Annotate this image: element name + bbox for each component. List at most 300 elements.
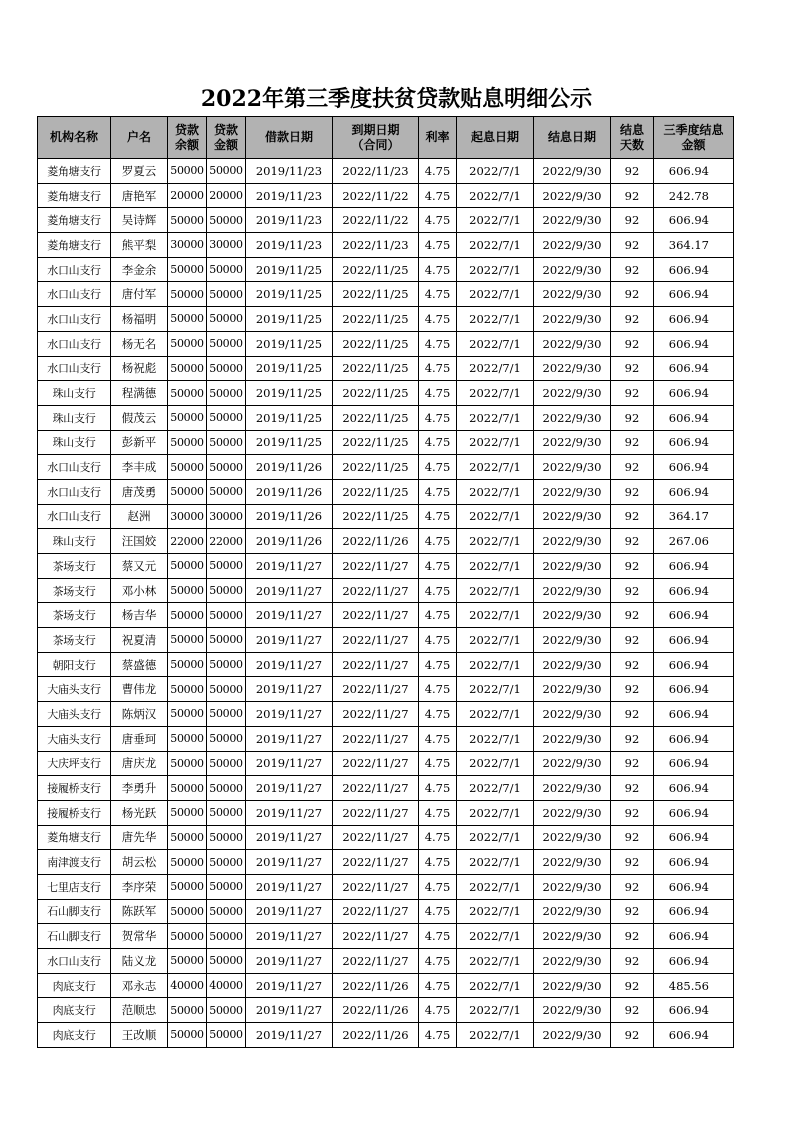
rate-cell: 4.75: [419, 652, 457, 677]
interest-cell: 606.94: [654, 677, 734, 702]
due-date-cell: 2022/11/27: [333, 899, 419, 924]
loan-amount-cell: 50000: [207, 776, 246, 801]
table-row: [38, 282, 734, 307]
rate-cell: 4.75: [419, 800, 457, 825]
start-date-cell: 2022/7/1: [457, 1023, 534, 1048]
days-cell: 92: [611, 233, 654, 258]
loan-balance-cell: 50000: [168, 874, 207, 899]
loan-amount-cell: 50000: [207, 430, 246, 455]
account-name-cell: 唐垂珂: [111, 726, 168, 751]
account-name-cell: 彭新平: [111, 430, 168, 455]
branch-cell: 水口山支行: [38, 307, 111, 332]
branch-cell: 朝阳支行: [38, 652, 111, 677]
due-date-cell: 2022/11/25: [333, 356, 419, 381]
rate-cell: 4.75: [419, 183, 457, 208]
table-body: [38, 159, 734, 1048]
account-name-cell: 杨祝彪: [111, 356, 168, 381]
header-amount: 贷款 金额: [207, 117, 246, 159]
loan-balance-cell: 22000: [168, 529, 207, 554]
loan-date-cell: 2019/11/26: [246, 455, 333, 480]
settle-date-cell: 2022/9/30: [534, 603, 611, 628]
account-name-cell: 祝夏清: [111, 628, 168, 653]
loan-date-cell: 2019/11/27: [246, 702, 333, 727]
interest-cell: 606.94: [654, 998, 734, 1023]
settle-date-cell: 2022/9/30: [534, 282, 611, 307]
due-date-cell: 2022/11/22: [333, 183, 419, 208]
days-cell: 92: [611, 159, 654, 184]
rate-cell: 4.75: [419, 603, 457, 628]
loan-amount-cell: 50000: [207, 603, 246, 628]
days-cell: 92: [611, 578, 654, 603]
account-name-cell: 杨吉华: [111, 603, 168, 628]
account-name-cell: 邓永志: [111, 973, 168, 998]
branch-cell: 珠山支行: [38, 529, 111, 554]
due-date-cell: 2022/11/27: [333, 554, 419, 579]
loan-date-cell: 2019/11/27: [246, 949, 333, 974]
table-row: [38, 1023, 734, 1048]
start-date-cell: 2022/7/1: [457, 504, 534, 529]
account-name-cell: 假茂云: [111, 405, 168, 430]
branch-cell: 水口山支行: [38, 331, 111, 356]
loan-balance-cell: 30000: [168, 504, 207, 529]
start-date-cell: 2022/7/1: [457, 307, 534, 332]
settle-date-cell: 2022/9/30: [534, 405, 611, 430]
interest-cell: 606.94: [654, 800, 734, 825]
loan-date-cell: 2019/11/27: [246, 924, 333, 949]
interest-cell: 606.94: [654, 430, 734, 455]
start-date-cell: 2022/7/1: [457, 405, 534, 430]
days-cell: 92: [611, 776, 654, 801]
settle-date-cell: 2022/9/30: [534, 726, 611, 751]
loan-date-cell: 2019/11/25: [246, 381, 333, 406]
loan-amount-cell: 20000: [207, 183, 246, 208]
due-date-cell: 2022/11/27: [333, 776, 419, 801]
loan-date-cell: 2019/11/26: [246, 504, 333, 529]
header-branch: 机构名称: [38, 117, 111, 159]
days-cell: 92: [611, 825, 654, 850]
rate-cell: 4.75: [419, 455, 457, 480]
start-date-cell: 2022/7/1: [457, 282, 534, 307]
loan-amount-cell: 50000: [207, 998, 246, 1023]
table-row: [38, 430, 734, 455]
settle-date-cell: 2022/9/30: [534, 183, 611, 208]
days-cell: 92: [611, 430, 654, 455]
loan-amount-cell: 50000: [207, 751, 246, 776]
account-name-cell: 范顺忠: [111, 998, 168, 1023]
start-date-cell: 2022/7/1: [457, 850, 534, 875]
days-cell: 92: [611, 998, 654, 1023]
account-name-cell: 李金余: [111, 257, 168, 282]
loan-balance-cell: 40000: [168, 973, 207, 998]
table-row: [38, 998, 734, 1023]
loan-balance-cell: 50000: [168, 257, 207, 282]
loan-balance-cell: 50000: [168, 776, 207, 801]
loan-date-cell: 2019/11/23: [246, 183, 333, 208]
loan-amount-cell: 50000: [207, 208, 246, 233]
table-row: [38, 578, 734, 603]
days-cell: 92: [611, 702, 654, 727]
table-row: [38, 726, 734, 751]
start-date-cell: 2022/7/1: [457, 677, 534, 702]
branch-cell: 水口山支行: [38, 949, 111, 974]
interest-cell: 606.94: [654, 479, 734, 504]
table-row: [38, 825, 734, 850]
loan-amount-cell: 50000: [207, 479, 246, 504]
due-date-cell: 2022/11/25: [333, 381, 419, 406]
account-name-cell: 唐先华: [111, 825, 168, 850]
account-name-cell: 李序荣: [111, 874, 168, 899]
due-date-cell: 2022/11/27: [333, 825, 419, 850]
loan-date-cell: 2019/11/23: [246, 233, 333, 258]
settle-date-cell: 2022/9/30: [534, 307, 611, 332]
account-name-cell: 唐茂勇: [111, 479, 168, 504]
start-date-cell: 2022/7/1: [457, 899, 534, 924]
interest-cell: 606.94: [654, 628, 734, 653]
start-date-cell: 2022/7/1: [457, 825, 534, 850]
settle-date-cell: 2022/9/30: [534, 628, 611, 653]
table-row: [38, 924, 734, 949]
interest-cell: 364.17: [654, 504, 734, 529]
days-cell: 92: [611, 554, 654, 579]
branch-cell: 茶场支行: [38, 603, 111, 628]
header-interest: 三季度结息 金额: [654, 117, 734, 159]
start-date-cell: 2022/7/1: [457, 998, 534, 1023]
rate-cell: 4.75: [419, 356, 457, 381]
loan-balance-cell: 50000: [168, 899, 207, 924]
branch-cell: 七里店支行: [38, 874, 111, 899]
rate-cell: 4.75: [419, 554, 457, 579]
settle-date-cell: 2022/9/30: [534, 159, 611, 184]
due-date-cell: 2022/11/26: [333, 1023, 419, 1048]
account-name-cell: 杨光跃: [111, 800, 168, 825]
start-date-cell: 2022/7/1: [457, 652, 534, 677]
loan-amount-cell: 50000: [207, 331, 246, 356]
table-row: [38, 208, 734, 233]
loan-date-cell: 2019/11/27: [246, 554, 333, 579]
loan-amount-cell: 50000: [207, 652, 246, 677]
branch-cell: 珠山支行: [38, 381, 111, 406]
table-row: [38, 479, 734, 504]
rate-cell: 4.75: [419, 529, 457, 554]
branch-cell: 大庙头支行: [38, 726, 111, 751]
loan-balance-cell: 50000: [168, 1023, 207, 1048]
branch-cell: 菱角塘支行: [38, 159, 111, 184]
interest-cell: 606.94: [654, 159, 734, 184]
table-row: [38, 628, 734, 653]
start-date-cell: 2022/7/1: [457, 776, 534, 801]
loan-date-cell: 2019/11/27: [246, 1023, 333, 1048]
start-date-cell: 2022/7/1: [457, 381, 534, 406]
days-cell: 92: [611, 504, 654, 529]
due-date-cell: 2022/11/27: [333, 800, 419, 825]
interest-cell: 606.94: [654, 307, 734, 332]
days-cell: 92: [611, 455, 654, 480]
due-date-cell: 2022/11/27: [333, 702, 419, 727]
table-row: [38, 751, 734, 776]
account-name-cell: 曹伟龙: [111, 677, 168, 702]
table-row: [38, 159, 734, 184]
loan-date-cell: 2019/11/25: [246, 356, 333, 381]
loan-date-cell: 2019/11/26: [246, 479, 333, 504]
loan-amount-cell: 50000: [207, 578, 246, 603]
branch-cell: 大庙头支行: [38, 677, 111, 702]
due-date-cell: 2022/11/27: [333, 949, 419, 974]
loan-date-cell: 2019/11/27: [246, 800, 333, 825]
loan-amount-cell: 50000: [207, 628, 246, 653]
loan-date-cell: 2019/11/27: [246, 677, 333, 702]
rate-cell: 4.75: [419, 874, 457, 899]
days-cell: 92: [611, 183, 654, 208]
interest-cell: 606.94: [654, 578, 734, 603]
loan-date-cell: 2019/11/27: [246, 874, 333, 899]
account-name-cell: 赵洲: [111, 504, 168, 529]
loan-date-cell: 2019/11/27: [246, 652, 333, 677]
due-date-cell: 2022/11/26: [333, 998, 419, 1023]
rate-cell: 4.75: [419, 850, 457, 875]
days-cell: 92: [611, 899, 654, 924]
branch-cell: 菱角塘支行: [38, 183, 111, 208]
settle-date-cell: 2022/9/30: [534, 233, 611, 258]
settle-date-cell: 2022/9/30: [534, 924, 611, 949]
loan-date-cell: 2019/11/25: [246, 405, 333, 430]
account-name-cell: 罗夏云: [111, 159, 168, 184]
table-row: [38, 677, 734, 702]
settle-date-cell: 2022/9/30: [534, 479, 611, 504]
account-name-cell: 杨福明: [111, 307, 168, 332]
due-date-cell: 2022/11/27: [333, 874, 419, 899]
table-row: [38, 702, 734, 727]
settle-date-cell: 2022/9/30: [534, 998, 611, 1023]
loan-date-cell: 2019/11/25: [246, 430, 333, 455]
interest-cell: 606.94: [654, 331, 734, 356]
branch-cell: 南津渡支行: [38, 850, 111, 875]
settle-date-cell: 2022/9/30: [534, 257, 611, 282]
loan-amount-cell: 50000: [207, 874, 246, 899]
loan-balance-cell: 50000: [168, 578, 207, 603]
loan-balance-cell: 50000: [168, 381, 207, 406]
settle-date-cell: 2022/9/30: [534, 504, 611, 529]
start-date-cell: 2022/7/1: [457, 257, 534, 282]
loan-amount-cell: 50000: [207, 899, 246, 924]
loan-date-cell: 2019/11/27: [246, 628, 333, 653]
interest-cell: 606.94: [654, 924, 734, 949]
branch-cell: 水口山支行: [38, 479, 111, 504]
branch-cell: 水口山支行: [38, 356, 111, 381]
branch-cell: 肉底支行: [38, 973, 111, 998]
interest-cell: 267.06: [654, 529, 734, 554]
start-date-cell: 2022/7/1: [457, 603, 534, 628]
settle-date-cell: 2022/9/30: [534, 800, 611, 825]
loan-amount-cell: 50000: [207, 405, 246, 430]
days-cell: 92: [611, 850, 654, 875]
loan-amount-cell: 50000: [207, 307, 246, 332]
loan-amount-cell: 50000: [207, 455, 246, 480]
days-cell: 92: [611, 282, 654, 307]
days-cell: 92: [611, 1023, 654, 1048]
days-cell: 92: [611, 479, 654, 504]
rate-cell: 4.75: [419, 257, 457, 282]
rate-cell: 4.75: [419, 307, 457, 332]
days-cell: 92: [611, 257, 654, 282]
days-cell: 92: [611, 307, 654, 332]
table-row: [38, 405, 734, 430]
due-date-cell: 2022/11/25: [333, 504, 419, 529]
settle-date-cell: 2022/9/30: [534, 554, 611, 579]
rate-cell: 4.75: [419, 578, 457, 603]
loan-amount-cell: 30000: [207, 233, 246, 258]
account-name-cell: 汪国姣: [111, 529, 168, 554]
days-cell: 92: [611, 356, 654, 381]
interest-cell: 606.94: [654, 850, 734, 875]
due-date-cell: 2022/11/25: [333, 257, 419, 282]
table-row: [38, 800, 734, 825]
start-date-cell: 2022/7/1: [457, 331, 534, 356]
rate-cell: 4.75: [419, 331, 457, 356]
rate-cell: 4.75: [419, 776, 457, 801]
table-row: [38, 455, 734, 480]
header-balance: 贷款 余额: [168, 117, 207, 159]
rate-cell: 4.75: [419, 924, 457, 949]
loan-balance-cell: 50000: [168, 356, 207, 381]
settle-date-cell: 2022/9/30: [534, 751, 611, 776]
branch-cell: 茶场支行: [38, 554, 111, 579]
loan-balance-cell: 50000: [168, 331, 207, 356]
rate-cell: 4.75: [419, 1023, 457, 1048]
settle-date-cell: 2022/9/30: [534, 899, 611, 924]
account-name-cell: 陈跃军: [111, 899, 168, 924]
loan-date-cell: 2019/11/23: [246, 159, 333, 184]
interest-cell: 606.94: [654, 208, 734, 233]
loan-amount-cell: 50000: [207, 159, 246, 184]
due-date-cell: 2022/11/27: [333, 677, 419, 702]
settle-date-cell: 2022/9/30: [534, 677, 611, 702]
account-name-cell: 李丰成: [111, 455, 168, 480]
table-row: [38, 183, 734, 208]
table-row: [38, 554, 734, 579]
days-cell: 92: [611, 800, 654, 825]
loan-balance-cell: 50000: [168, 479, 207, 504]
start-date-cell: 2022/7/1: [457, 949, 534, 974]
due-date-cell: 2022/11/26: [333, 529, 419, 554]
rate-cell: 4.75: [419, 899, 457, 924]
loan-date-cell: 2019/11/25: [246, 331, 333, 356]
account-name-cell: 陆义龙: [111, 949, 168, 974]
loan-amount-cell: 50000: [207, 800, 246, 825]
loan-balance-cell: 50000: [168, 702, 207, 727]
settle-date-cell: 2022/9/30: [534, 455, 611, 480]
account-name-cell: 王改顺: [111, 1023, 168, 1048]
branch-cell: 肉底支行: [38, 998, 111, 1023]
start-date-cell: 2022/7/1: [457, 702, 534, 727]
loan-balance-cell: 50000: [168, 628, 207, 653]
loan-amount-cell: 22000: [207, 529, 246, 554]
table-row: [38, 529, 734, 554]
loan-date-cell: 2019/11/27: [246, 973, 333, 998]
loan-balance-cell: 50000: [168, 159, 207, 184]
interest-cell: 606.94: [654, 702, 734, 727]
branch-cell: 石山脚支行: [38, 924, 111, 949]
account-name-cell: 邓小林: [111, 578, 168, 603]
settle-date-cell: 2022/9/30: [534, 702, 611, 727]
header-name: 户名: [111, 117, 168, 159]
rate-cell: 4.75: [419, 825, 457, 850]
start-date-cell: 2022/7/1: [457, 874, 534, 899]
loan-balance-cell: 50000: [168, 208, 207, 233]
interest-cell: 606.94: [654, 874, 734, 899]
loan-amount-cell: 50000: [207, 554, 246, 579]
interest-cell: 606.94: [654, 949, 734, 974]
table-row: [38, 356, 734, 381]
loan-balance-cell: 50000: [168, 603, 207, 628]
days-cell: 92: [611, 726, 654, 751]
rate-cell: 4.75: [419, 726, 457, 751]
rate-cell: 4.75: [419, 998, 457, 1023]
due-date-cell: 2022/11/27: [333, 603, 419, 628]
settle-date-cell: 2022/9/30: [534, 430, 611, 455]
interest-cell: 606.94: [654, 282, 734, 307]
branch-cell: 茶场支行: [38, 628, 111, 653]
table-row: [38, 776, 734, 801]
days-cell: 92: [611, 529, 654, 554]
settle-date-cell: 2022/9/30: [534, 949, 611, 974]
loan-balance-cell: 50000: [168, 652, 207, 677]
loan-amount-cell: 50000: [207, 949, 246, 974]
settle-date-cell: 2022/9/30: [534, 331, 611, 356]
interest-cell: 606.94: [654, 257, 734, 282]
loan-interest-table: [37, 116, 734, 1048]
days-cell: 92: [611, 405, 654, 430]
table-row: [38, 949, 734, 974]
days-cell: 92: [611, 874, 654, 899]
account-name-cell: 李勇升: [111, 776, 168, 801]
loan-date-cell: 2019/11/27: [246, 850, 333, 875]
days-cell: 92: [611, 924, 654, 949]
table-row: [38, 504, 734, 529]
loan-date-cell: 2019/11/25: [246, 282, 333, 307]
start-date-cell: 2022/7/1: [457, 159, 534, 184]
rate-cell: 4.75: [419, 628, 457, 653]
loan-date-cell: 2019/11/27: [246, 998, 333, 1023]
start-date-cell: 2022/7/1: [457, 430, 534, 455]
account-name-cell: 吴诗辉: [111, 208, 168, 233]
settle-date-cell: 2022/9/30: [534, 652, 611, 677]
due-date-cell: 2022/11/27: [333, 628, 419, 653]
rate-cell: 4.75: [419, 479, 457, 504]
loan-amount-cell: 50000: [207, 850, 246, 875]
start-date-cell: 2022/7/1: [457, 233, 534, 258]
loan-balance-cell: 50000: [168, 751, 207, 776]
loan-amount-cell: 50000: [207, 356, 246, 381]
interest-cell: 606.94: [654, 899, 734, 924]
loan-balance-cell: 30000: [168, 233, 207, 258]
due-date-cell: 2022/11/27: [333, 924, 419, 949]
branch-cell: 水口山支行: [38, 257, 111, 282]
interest-cell: 606.94: [654, 603, 734, 628]
header-rate: 利率: [419, 117, 457, 159]
account-name-cell: 熊平梨: [111, 233, 168, 258]
header-start-date: 起息日期: [457, 117, 534, 159]
settle-date-cell: 2022/9/30: [534, 356, 611, 381]
account-name-cell: 蔡又元: [111, 554, 168, 579]
account-name-cell: 唐艳军: [111, 183, 168, 208]
loan-amount-cell: 30000: [207, 504, 246, 529]
table-row: [38, 257, 734, 282]
table-row: [38, 603, 734, 628]
start-date-cell: 2022/7/1: [457, 554, 534, 579]
due-date-cell: 2022/11/27: [333, 751, 419, 776]
due-date-cell: 2022/11/25: [333, 331, 419, 356]
table-row: [38, 652, 734, 677]
